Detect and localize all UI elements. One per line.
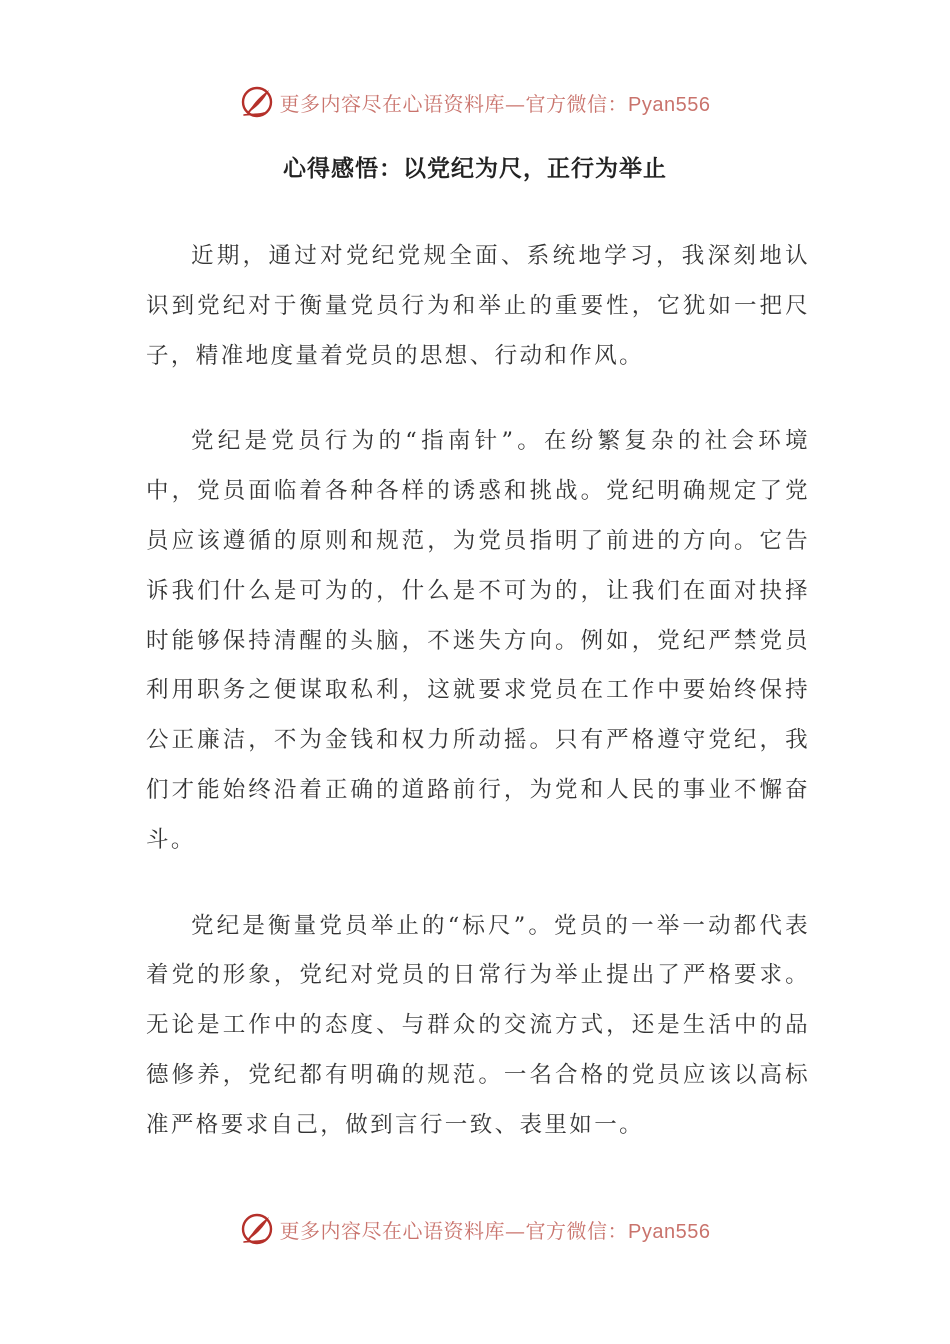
quill-pen-logo-icon [240, 1212, 274, 1246]
banner-slogan: 更多内容尽在心语资料库—官方微信： [279, 91, 629, 116]
banner-wechat-id: Pyan556 [628, 93, 711, 116]
page-title: 心得感悟：以党纪为尺，正行为举止 [283, 155, 667, 182]
banner-text [280, 1215, 711, 1244]
paragraph-2: 党纪是党员行为的“指南针”。在纷繁复杂的社会环境中，党员面临着各种各样的诱惑和挑战。党纪明确规定了党员应该遵循的原则和规范，为党员指明了前进的方向。它告诉我们什么是可为的，什么是不可为的，让我们在面对抉择时能够保持清醒的头脑，不迷失方向。例如，党纪严禁党员利用职务之便谋取私利，这就要求党员在工作中要始终保持公正廉洁，不为金钱和权力所动摇。只有严格遵守党纪，我们才能始终沿着正确的道路前行，为党和人民的事业不懈奋斗。 [146, 428, 810, 853]
footer-banner [0, 1209, 950, 1249]
header-banner [0, 82, 950, 122]
paragraph-3: 党纪是衡量党员举止的“标尺”。党员的一举一动都代表着党的形象，党纪对党员的日常行为举止提出了严格要求。无论是工作中的态度、与群众的交流方式，还是生活中的品德修养，党纪都有明确的规范。一名合格的党员应该以高标准严格要求自己，做到言行一致、表里如一。 [146, 912, 810, 1138]
banner-text [280, 88, 711, 117]
quill-pen-logo-icon [240, 85, 274, 119]
banner-slogan: 更多内容尽在心语资料库—官方微信： [279, 1218, 629, 1243]
banner-wechat-id: Pyan556 [628, 1220, 711, 1243]
article-body [146, 232, 810, 1187]
paragraph-1: 近期，通过对党纪党规全面、系统地学习，我深刻地认识到党纪对于衡量党员行为和举止的重要性，它犹如一把尺子，精准地度量着党员的思想、行动和作风。 [146, 243, 810, 369]
